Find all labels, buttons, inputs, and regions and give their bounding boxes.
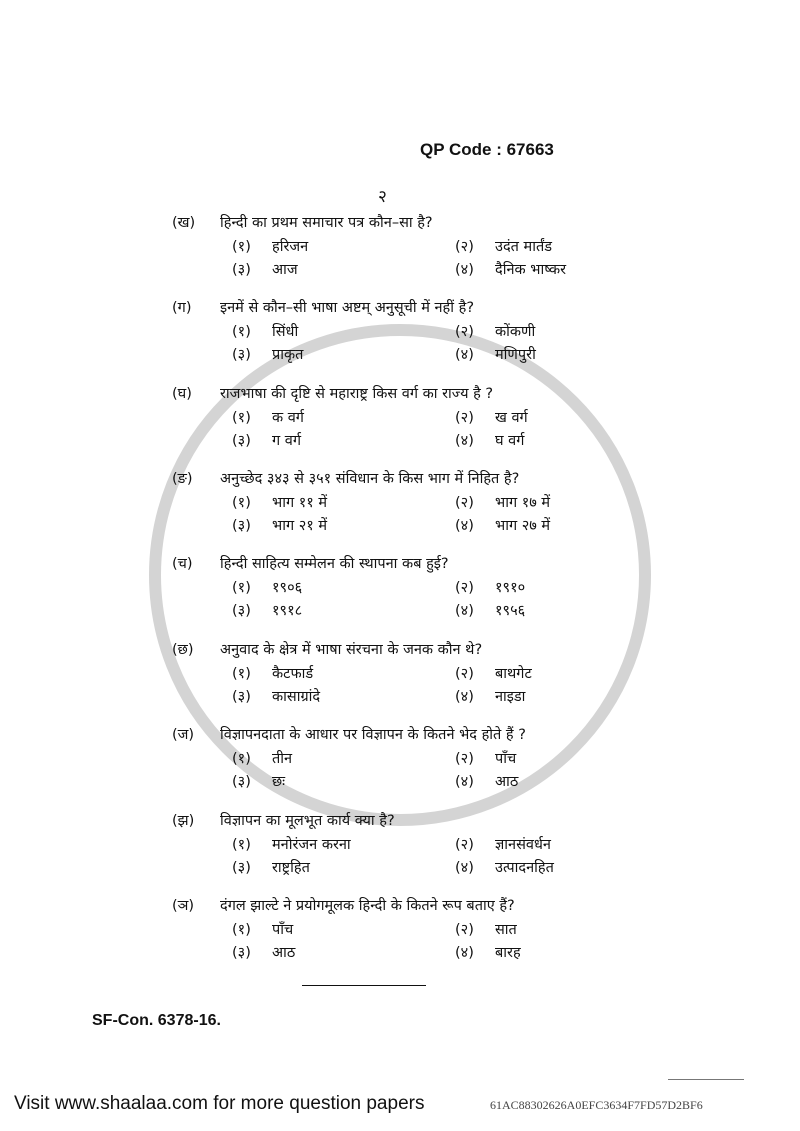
option: [455, 430, 524, 450]
option: [232, 857, 310, 877]
question-text: अनुवाद के क्षेत्र में भाषा संरचना के जनक कौन थे?: [220, 642, 483, 658]
page-number: २: [378, 187, 387, 207]
option-number: (४): [455, 433, 474, 449]
option-number: (१): [232, 922, 251, 938]
option: [455, 857, 554, 877]
option-text: १९०६: [272, 580, 303, 596]
option-text: पाँच: [272, 922, 294, 938]
option: [232, 834, 351, 854]
option-text: घ वर्ग: [495, 433, 525, 449]
question-text: हिन्दी का प्रथम समाचार पत्र कौन–सा है?: [220, 215, 433, 231]
question: [172, 724, 592, 804]
option-text: ख वर्ग: [495, 410, 528, 426]
qp-code: QP Code : 67663: [420, 140, 554, 159]
question-label: (ञ): [172, 898, 195, 914]
option-text: पाँच: [495, 751, 517, 767]
option-text: १९१८: [272, 603, 303, 619]
question-text: विज्ञापनदाता के आधार पर विज्ञापन के कितने भेद होते हैं ?: [220, 727, 526, 743]
question-text: राजभाषा की दृष्टि से महाराष्ट्र किस वर्ग का राज्य है ?: [220, 386, 494, 402]
option-number: (३): [232, 860, 251, 876]
question-label: (ग): [172, 300, 192, 316]
option-text: आठ: [272, 945, 296, 961]
option-number: (२): [455, 239, 474, 255]
option: [455, 942, 521, 962]
option-number: (४): [455, 860, 474, 876]
option-number: (४): [455, 603, 474, 619]
option-text: ज्ञानसंवर्धन: [495, 837, 551, 853]
option-text: उत्पादनहित: [495, 860, 554, 876]
question-label: (झ): [172, 813, 195, 829]
option-number: (३): [232, 262, 251, 278]
option-text: बारह: [495, 945, 521, 961]
option-number: (३): [232, 518, 251, 534]
option-number: (१): [232, 837, 251, 853]
option-number: (२): [455, 751, 474, 767]
question: [172, 639, 592, 719]
option: [455, 663, 532, 683]
option-number: (२): [455, 324, 474, 340]
paper-code: SF-Con. 6378-16.: [92, 1012, 221, 1029]
question: [172, 212, 592, 292]
option-text: बाथगेट: [495, 666, 532, 682]
option: [455, 748, 516, 768]
option-number: (१): [232, 666, 251, 682]
question-label: (ज): [172, 727, 195, 743]
option-number: (३): [232, 603, 251, 619]
option-number: (२): [455, 410, 474, 426]
option: [455, 492, 550, 512]
option: [232, 259, 298, 279]
option: [232, 407, 304, 427]
option-text: क वर्ग: [272, 410, 304, 426]
option-text: आठ: [495, 774, 519, 790]
option-number: (१): [232, 239, 251, 255]
option: [455, 259, 566, 279]
question-text: दंगल झाल्टे ने प्रयोगमूलक हिन्दी के कितने रूप बताए हैं?: [220, 898, 515, 914]
question-label: (छ): [172, 642, 194, 658]
option-text: भाग २७ में: [495, 518, 551, 534]
option-number: (२): [455, 666, 474, 682]
option: [455, 771, 518, 791]
option: [455, 344, 536, 364]
option-text: १९५६: [495, 603, 526, 619]
option: [455, 834, 551, 854]
option: [455, 321, 535, 341]
option: [455, 919, 517, 939]
option-number: (१): [232, 580, 251, 596]
option-text: राष्ट्रहित: [272, 860, 310, 876]
option-number: (३): [232, 774, 251, 790]
option-number: (४): [455, 774, 474, 790]
option-number: (३): [232, 689, 251, 705]
option-number: (३): [232, 347, 251, 363]
option-text: नाइडा: [495, 689, 526, 705]
option-number: (१): [232, 751, 251, 767]
visit-link[interactable]: Visit www.shaalaa.com for more question papers: [14, 1093, 425, 1114]
option-number: (३): [232, 945, 251, 961]
question: [172, 810, 592, 890]
question: [172, 553, 592, 633]
option-text: कैटफार्ड: [272, 666, 314, 682]
option-text: ग वर्ग: [272, 433, 301, 449]
option: [232, 600, 302, 620]
option-text: मणिपुरी: [495, 347, 536, 363]
question-label: (ङ): [172, 471, 193, 487]
option: [232, 663, 313, 683]
option: [232, 492, 327, 512]
option-text: हरिजन: [272, 239, 309, 255]
option: [455, 407, 528, 427]
option-text: तीन: [272, 751, 293, 767]
option: [232, 236, 308, 256]
option: [232, 919, 293, 939]
option-text: आज: [272, 262, 298, 278]
option-number: (२): [455, 837, 474, 853]
question-text: विज्ञापन का मूलभूत कार्य क्या है?: [220, 813, 395, 829]
option: [232, 686, 320, 706]
question-text: हिन्दी साहित्य सम्मेलन की स्थापना कब हुई?: [220, 556, 449, 572]
question-text: इनमें से कौन–सी भाषा अष्टम् अनुसूची में नहीं है?: [220, 300, 475, 316]
option-text: भाग २१ में: [272, 518, 328, 534]
divider: [668, 1079, 744, 1080]
option: [232, 430, 301, 450]
option: [455, 600, 525, 620]
option: [455, 236, 552, 256]
hash-code: 61AC88302626A0EFC3634F7FD57D2BF6: [490, 1098, 703, 1112]
option-text: कोंकणी: [495, 324, 536, 340]
option-text: उदंत मार्तंड: [495, 239, 552, 255]
option: [232, 321, 298, 341]
option-text: कासाग्रांदे: [272, 689, 321, 705]
option-number: (४): [455, 262, 474, 278]
option: [232, 577, 302, 597]
option-number: (१): [232, 495, 251, 511]
option: [455, 515, 550, 535]
option-text: प्राकृत: [272, 347, 304, 363]
option: [232, 771, 285, 791]
question-label: (ख): [172, 215, 196, 231]
option-text: भाग ११ में: [272, 495, 328, 511]
option-number: (४): [455, 945, 474, 961]
option-number: (२): [455, 922, 474, 938]
option-text: मनोरंजन करना: [272, 837, 351, 853]
option: [455, 686, 525, 706]
question: [172, 468, 592, 548]
question-label: (च): [172, 556, 193, 572]
option-number: (१): [232, 324, 251, 340]
option-number: (२): [455, 580, 474, 596]
option-text: सात: [495, 922, 517, 938]
option-number: (२): [455, 495, 474, 511]
option-number: (१): [232, 410, 251, 426]
option-text: सिंधी: [272, 324, 299, 340]
question: [172, 297, 592, 377]
option-number: (४): [455, 689, 474, 705]
option-text: छः: [272, 774, 286, 790]
option: [232, 515, 327, 535]
option-number: (४): [455, 518, 474, 534]
question: [172, 383, 592, 463]
question: [172, 895, 592, 975]
question-text: अनुच्छेद ३४३ से ३५१ संविधान के किस भाग में निहित है?: [220, 471, 520, 487]
end-rule: [302, 985, 426, 986]
option: [232, 748, 292, 768]
option-text: भाग १७ में: [495, 495, 551, 511]
option: [232, 344, 303, 364]
option-text: १९१०: [495, 580, 526, 596]
option: [232, 942, 295, 962]
option-number: (४): [455, 347, 474, 363]
option: [455, 577, 525, 597]
option-number: (३): [232, 433, 251, 449]
question-label: (घ): [172, 386, 192, 402]
option-text: दैनिक भाष्कर: [495, 262, 567, 278]
